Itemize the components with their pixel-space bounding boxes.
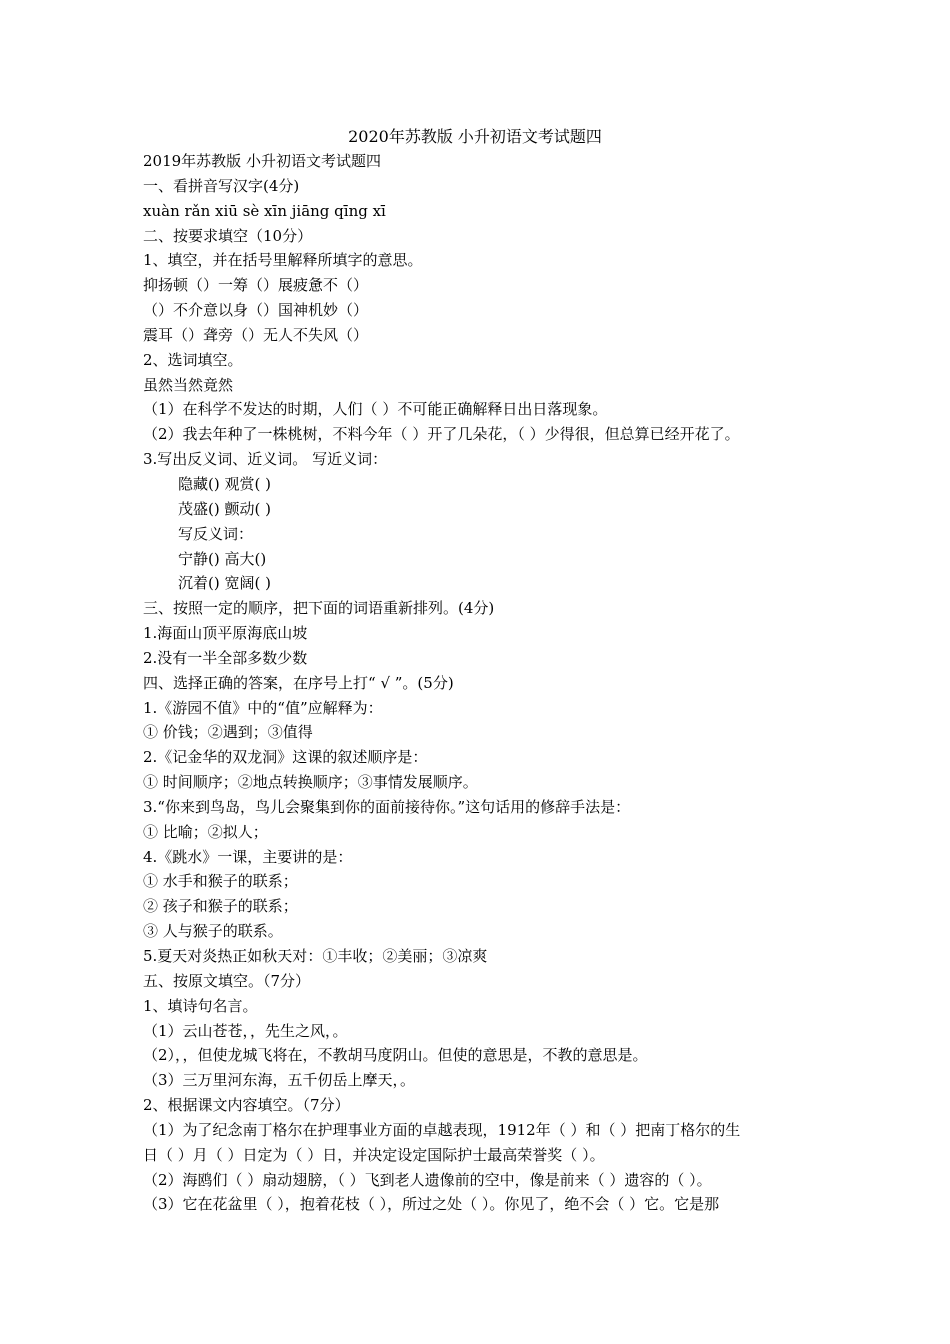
answer-options: ① 时间顺序；②地点转换顺序；③事情发展顺序。	[143, 773, 478, 792]
answer-option: ② 孩子和猴子的联系；	[143, 897, 298, 916]
question-line: （1）云山苍苍，，先生之风，。	[143, 1021, 348, 1040]
question-line: 3.“你来到鸟岛，鸟儿会聚集到你的面前接待你。”这句话用的修辞手法是：	[143, 797, 631, 816]
question-line: 抑扬顿（）一筹（）展疲惫不（）	[143, 276, 369, 295]
question-line: 3.写出反义词、近义词。 写近义词：	[143, 450, 388, 469]
question-line: （2），，但使龙城飞将在，不教胡马度阴山。但使的意思是，不教的意思是。	[143, 1046, 648, 1065]
section-heading: 五、按原文填空。（7分）	[143, 971, 311, 990]
section-heading: 一、看拼音写汉字(4分)	[143, 176, 300, 195]
pinyin-line: xuàn rǎn xiū sè xīn jiāng qīng xī	[143, 201, 386, 220]
question-line: （2）我去年种了一株桃树，不料今年（ ）开了几朵花，（ ）少得很，但总算已经开花了。	[143, 425, 740, 444]
question-line: （1）为了纪念南丁格尔在护理事业方面的卓越表现，1912年（ ）和（ ）把南丁格尔的生	[143, 1120, 741, 1139]
question-line: 2.没有一半全部多数少数	[143, 648, 308, 667]
section-heading: 二、按要求填空（10分）	[143, 226, 313, 245]
word-choices: 虽然当然竟然	[143, 375, 234, 394]
subtitle-line: 2019年苏教版 小升初语文考试题四	[143, 152, 381, 170]
document-body	[143, 149, 823, 1217]
word-pair-line: 隐藏() 观赏( )	[178, 474, 271, 493]
question-line: 日（ ）月（ ）日定为（ ）日，并决定设定国际护士最高荣誉奖（ ）。	[143, 1145, 605, 1164]
question-line: 1.《游园不值》中的“值”应解释为：	[143, 698, 383, 717]
section-heading: 三、按照一定的顺序，把下面的词语重新排列。(4分)	[143, 599, 495, 618]
answer-option: ③ 人与猴子的联系。	[143, 922, 283, 941]
question-line: 2、选词填空。	[143, 350, 243, 369]
question-line: （）不介意以身（）国神机妙（）	[143, 301, 369, 320]
question-line: 5.夏天对炎热正如秋天对：①丰收；②美丽；③凉爽	[143, 947, 488, 965]
question-line: 震耳（）聋旁（）无人不失风（）	[143, 325, 369, 344]
question-line: 1.海面山顶平原海底山坡	[143, 624, 308, 643]
word-pair-line: 茂盛() 颤动( )	[178, 499, 271, 518]
answer-options: ① 比喻；②拟人；	[143, 822, 268, 841]
word-pair-line: 宁静() 高大()	[178, 549, 267, 568]
subheading-line: 写反义词：	[178, 524, 254, 543]
question-line: （2）海鸥们（ ）扇动翅膀，（ ）飞到老人遗像前的空中，像是前来（ ）遗容的（ ）。	[143, 1170, 712, 1189]
question-line: 4.《跳水》一课，主要讲的是：	[143, 847, 353, 866]
page-title: 2020年苏教版 小升初语文考试题四	[348, 127, 602, 146]
word-pair-line: 沉着() 宽阔( )	[178, 574, 271, 593]
answer-option: ① 水手和猴子的联系；	[143, 872, 298, 891]
question-line: （3）三万里河东海，五千仞岳上摩天，。	[143, 1071, 416, 1090]
question-line: 1、填空，并在括号里解释所填字的意思。	[143, 251, 423, 270]
question-line: 2.《记金华的双龙洞》这课的叙述顺序是：	[143, 748, 428, 767]
question-line: 1、填诗句名言。	[143, 996, 258, 1015]
answer-options: ① 价钱；②遇到；③值得	[143, 723, 313, 742]
section-heading: 四、选择正确的答案，在序号上打“ √ ”。(5分)	[143, 673, 454, 692]
question-line: （3）它在花盆里（ ），抱着花枝（ ），所过之处（ ）。你见了，绝不会（ ）它。它是那	[143, 1195, 720, 1214]
question-line: 2、根据课文内容填空。（7分）	[143, 1096, 350, 1115]
question-line: （1）在科学不发达的时期，人们（ ）不可能正确解释日出日落现象。	[143, 400, 608, 419]
